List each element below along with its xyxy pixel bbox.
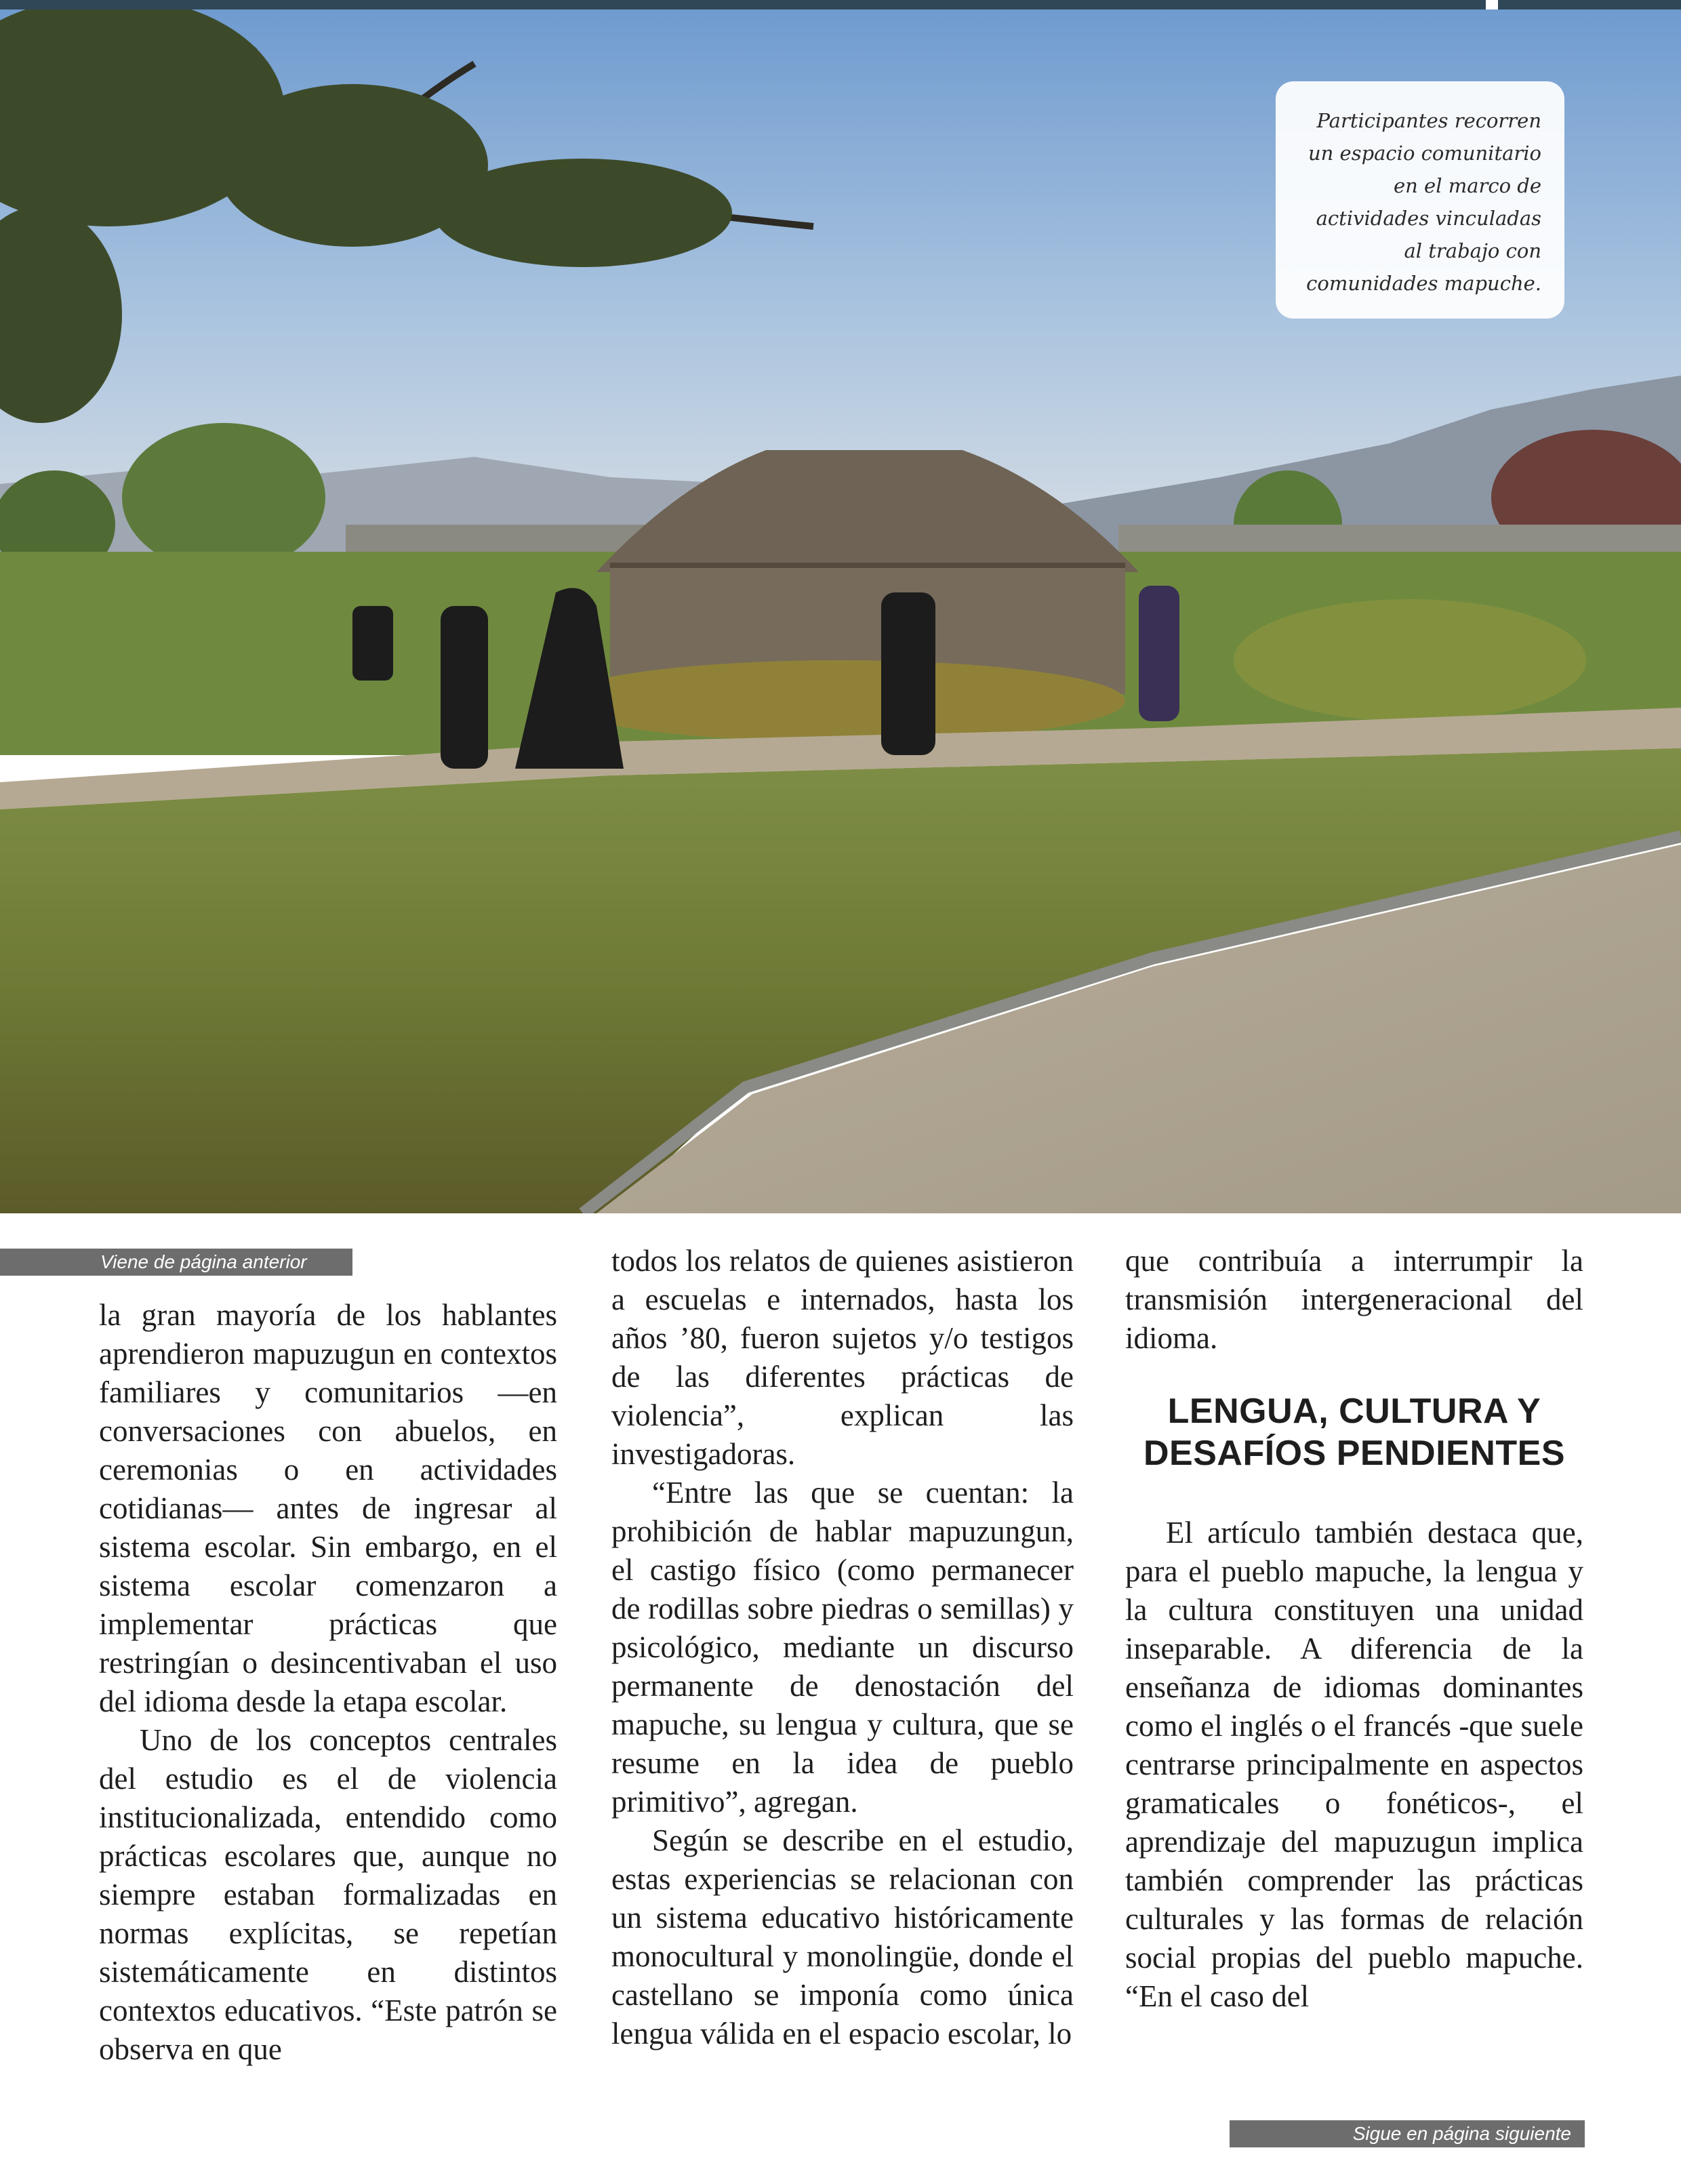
- paragraph: todos los relatos de quienes asistieron a escuelas e internados, hasta los años ’80, fueron sujetos y/o testigos de las diferentes prácticas de violencia”, explican las investigadoras.: [611, 1244, 1074, 1471]
- paragraph: Según se describe en el estudio, estas experiencias se relacionan con un sistema educativo históricamente monocultural y monolingüe, donde el castellano se imponía como única lengua válida en el espacio escolar, lo: [611, 1823, 1074, 2050]
- paragraph: la gran mayoría de los hablantes aprendieron mapuzugun en contextos familiares y comunitarios —en conversaciones con abuelos, en ceremonias o en actividades cotidianas— antes de ingresar al sistema escolar. Sin embargo, en el sistema escolar comenzaron a implementar prácticas que restringían o desincentivaban el uso del idioma desde la etapa escolar.: [99, 1298, 557, 1718]
- article-column-2: [611, 1242, 1074, 2053]
- section-heading-line-1: LENGUA, CULTURA Y: [1167, 1392, 1541, 1431]
- paragraph: que contribuía a interrumpir la transmisión intergeneracional del idioma.: [1125, 1244, 1583, 1355]
- top-rule-right: [1498, 0, 1681, 9]
- continues-on-next-tag: Sigue en página siguiente: [1230, 2120, 1585, 2147]
- section-heading-line-2: DESAFÍOS PENDIENTES: [1143, 1434, 1566, 1473]
- top-rule: [0, 0, 1486, 9]
- section-heading: [1125, 1390, 1583, 1474]
- paragraph: El artículo también destaca que, para el pueblo mapuche, la lengua y la cultura constituyen una unidad inseparable. A diferencia de la enseñanza de idiomas dominantes como el inglés o el francés -que suele centrarse principalmente en aspectos gramaticales o fonéticos-, el aprendizaje del mapuzugun implica también comprender las prácticas culturales y las formas de relación social propias del pueblo mapuche. “En el caso del: [1125, 1516, 1583, 2013]
- article-column-1: [99, 1296, 557, 2069]
- photo-caption-box: [1276, 81, 1564, 319]
- photo-caption: Participantes recorren un espacio comunitario en el marco de actividades vinculadas al trabajo con comunidades mapuche.: [1306, 109, 1541, 295]
- article-column-3: [1125, 1242, 1583, 2016]
- continued-from-previous-tag: Viene de página anterior: [0, 1249, 352, 1276]
- paragraph: Uno de los conceptos centrales del estudio es el de violencia institucionalizada, entendido como prácticas escolares que, aunque no siempre estaban formalizadas en normas explícitas, se repetían sistemáticamente en distintos contextos educativos. “Este patrón se observa en que: [99, 1723, 557, 2066]
- paragraph: “Entre las que se cuentan: la prohibición de hablar mapuzungun, el castigo físico (como permanecer de rodillas sobre piedras o semillas) y psicológico, mediante un discurso permanente de denostación del mapuche, su lengua y cultura, que se resume en la idea de pueblo primitivo”, agregan.: [611, 1476, 1074, 1819]
